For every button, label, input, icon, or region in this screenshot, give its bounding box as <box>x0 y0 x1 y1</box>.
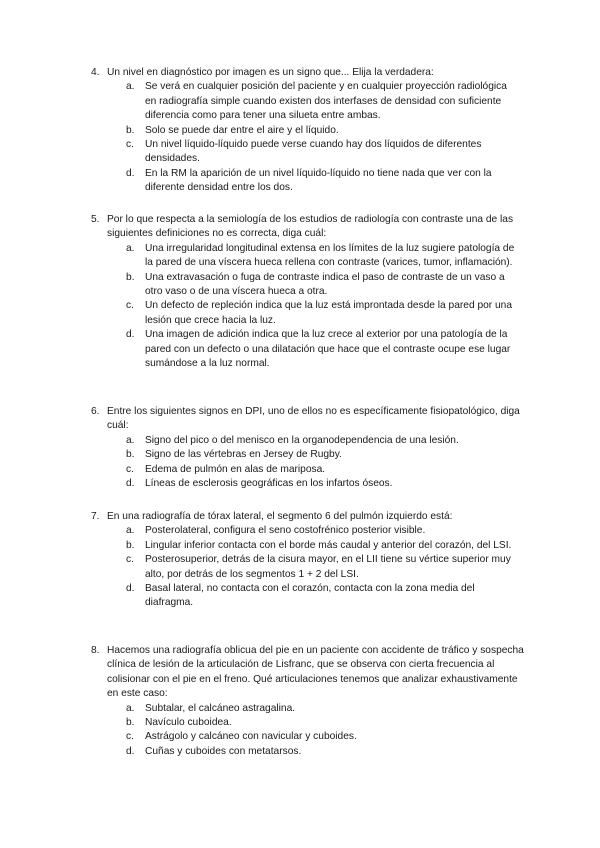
question-text: Por lo que respecta a la semiología de los estudios de radiología con contraste una de las siguientes definiciones no es correcta, diga cuál: <box>107 214 514 240</box>
question-5 <box>0 213 600 371</box>
question-text: Un nivel en diagnóstico por imagen es un signo que... Elija la verdadera: <box>107 67 434 78</box>
option-letter: b. <box>126 124 135 136</box>
option-c <box>126 299 517 328</box>
option-text: Edema de pulmón en alas de mariposa. <box>145 463 326 475</box>
option-text: Signo del pico o del menisco en la organodependencia de una lesión. <box>145 434 459 446</box>
option-b <box>126 124 517 138</box>
option-text: Signo de las vértebras en Jersey de Rugby. <box>145 449 342 461</box>
option-letter: d. <box>126 745 135 757</box>
option-letter: b. <box>126 539 135 551</box>
question-number: 8. <box>91 645 100 656</box>
option-letter: a. <box>126 434 135 446</box>
option-letter: d. <box>126 478 135 490</box>
options-list <box>0 434 600 492</box>
option-letter: c. <box>126 554 134 566</box>
option-c <box>126 553 517 582</box>
option-letter: b. <box>126 449 135 461</box>
option-text: Lingular inferior contacta con el borde más caudal y anterior del corazón, del LSI. <box>145 539 512 551</box>
option-b <box>126 716 517 730</box>
option-letter: c. <box>126 139 134 151</box>
question-6 <box>0 405 600 491</box>
option-d <box>126 328 517 371</box>
option-letter: a. <box>126 81 135 93</box>
option-text: Solo se puede dar entre el aire y el líquido. <box>145 124 339 136</box>
option-text: Subtalar, el calcáneo astragalina. <box>145 702 296 714</box>
question-stem <box>91 213 527 242</box>
question-8 <box>0 644 600 759</box>
option-a <box>126 702 517 716</box>
option-text: Una imagen de adición indica que la luz crece al exterior por una patología de la pared con un defecto o una dilatación que hace que el contraste ocupe ese lugar sumándose a la luz normal. <box>145 329 511 370</box>
question-stem <box>91 66 527 80</box>
option-b <box>126 271 517 300</box>
options-list <box>0 80 600 195</box>
option-text: Una extravasación o fuga de contraste indica el paso de contraste de un vaso a otro vaso o de una víscera hueca a otra. <box>145 271 505 298</box>
question-number: 4. <box>91 67 100 78</box>
option-text: Cuñas y cuboides con metatarsos. <box>145 745 302 757</box>
option-a <box>126 80 517 123</box>
option-c <box>126 138 517 167</box>
options-list <box>0 524 600 610</box>
option-c <box>126 463 517 477</box>
option-d <box>126 745 517 759</box>
option-a <box>126 242 517 271</box>
option-text: Posterolateral, configura el seno costofrénico posterior visible. <box>145 525 426 537</box>
option-d <box>126 477 517 491</box>
options-list <box>0 242 600 372</box>
option-letter: c. <box>126 731 134 743</box>
question-number: 7. <box>91 511 100 522</box>
option-letter: d. <box>126 167 135 179</box>
option-text: Basal lateral, no contacta con el corazón, contacta con la zona media del diafragma. <box>145 583 475 609</box>
option-letter: c. <box>126 300 134 312</box>
options-list <box>0 702 600 760</box>
option-text: Astrágolo y calcáneo con navicular y cuboides. <box>145 731 357 743</box>
question-stem <box>91 405 527 434</box>
option-text: En la RM la aparición de un nivel líquido-líquido no tiene nada que ver con la diferente densidad entre los dos. <box>145 167 492 194</box>
option-text: Posterosuperior, detrás de la cisura mayor, en el LII tiene su vértice superior muy alto, por detrás de los segmentos 1 + 2 del LSI. <box>145 554 511 580</box>
option-text: Líneas de esclerosis geográficas en los infartos óseos. <box>145 478 393 490</box>
option-d <box>126 582 517 611</box>
option-letter: a. <box>126 525 135 537</box>
question-7 <box>0 510 600 611</box>
option-letter: b. <box>126 271 135 283</box>
question-number: 6. <box>91 406 100 417</box>
option-b <box>126 539 517 553</box>
option-text: Se verá en cualquier posición del paciente y en cualquier proyección radiológica en radiografía simple cuando existen dos interfases de densidad con suficiente diferencia como para tener una silueta entre ambas. <box>145 81 507 122</box>
option-letter: a. <box>126 242 135 254</box>
option-letter: a. <box>126 702 135 714</box>
question-text: Entre los siguientes signos en DPI, uno de ellos no es específicamente fisiopatológico, diga cuál: <box>107 406 520 432</box>
question-text: Hacemos una radiografía oblicua del pie en un paciente con accidente de tráfico y sospecha clínica de lesión de la articulación de Lisfranc, que se observa con cierta frecuencia al colisionar con el pie en el freno. Qué articulaciones tenemos que analizar exhaustivamente en este caso: <box>107 645 524 700</box>
option-b <box>126 448 517 462</box>
option-text: Navículo cuboidea. <box>145 717 232 729</box>
option-text: Una irregularidad longitudinal extensa en los límites de la luz sugiere patología de la pared de una víscera hueca rellena con contraste (varices, tumor, inflamación). <box>145 242 515 269</box>
question-stem <box>91 644 527 702</box>
question-number: 5. <box>91 214 100 225</box>
option-letter: c. <box>126 463 134 475</box>
option-letter: d. <box>126 583 135 595</box>
option-letter: d. <box>126 329 135 341</box>
question-stem <box>91 510 527 524</box>
option-text: Un nivel líquido-líquido puede verse cuando hay dos líquidos de diferentes densidades. <box>145 139 482 165</box>
option-letter: b. <box>126 717 135 729</box>
option-text: Un defecto de repleción indica que la luz está improntada desde la pared por una lesión que crece hacia la luz. <box>145 300 512 326</box>
option-a <box>126 434 517 448</box>
question-4 <box>0 66 600 196</box>
option-d <box>126 167 517 196</box>
question-text: En una radiografía de tórax lateral, el segmento 6 del pulmón izquierdo está: <box>107 511 453 522</box>
option-a <box>126 524 517 538</box>
option-c <box>126 730 517 744</box>
